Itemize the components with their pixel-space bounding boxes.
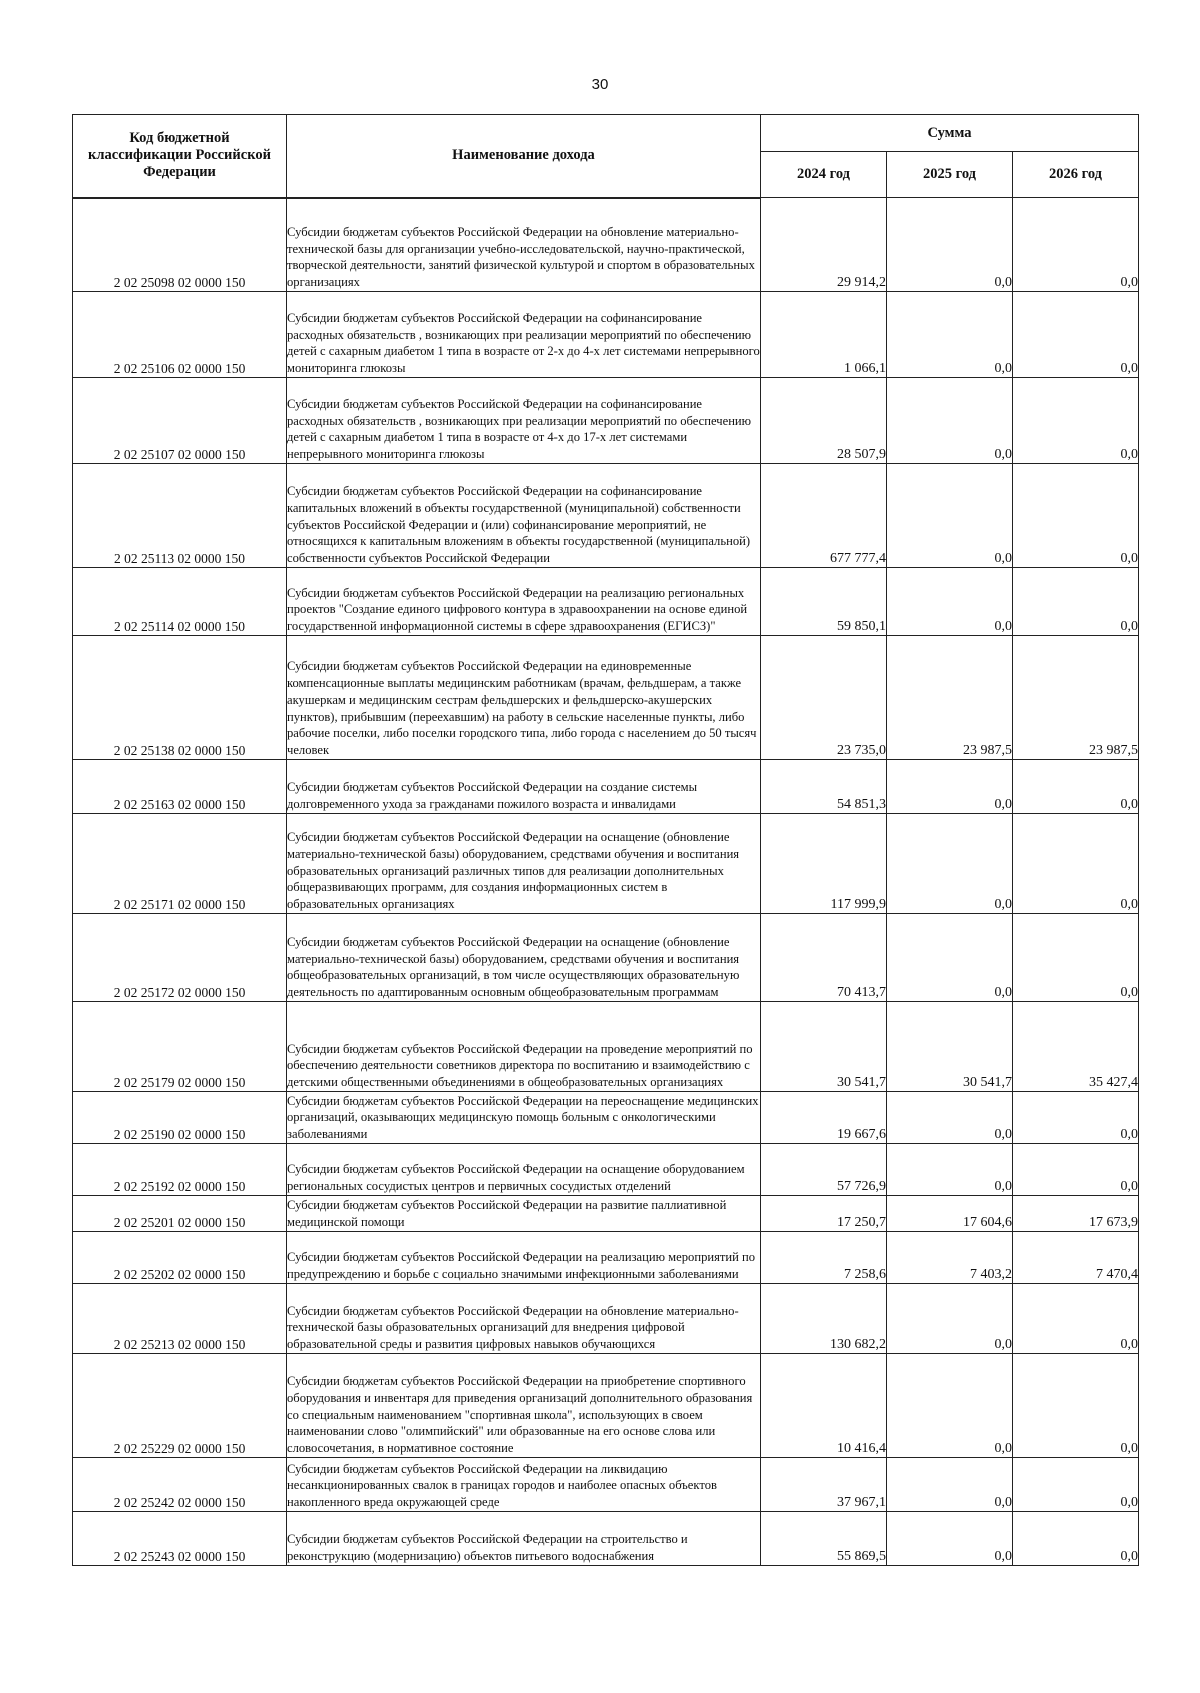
row-2025: 7 403,2 [887,1232,1013,1284]
row-2026: 0,0 [1013,1092,1139,1144]
table-row [73,1196,1139,1232]
row-2026: 0,0 [1013,1458,1139,1512]
row-name: Субсидии бюджетам субъектов Российской Федерации на приобретение спортивного оборудования и инвентаря для приведения организаций дополнительного образования со специальным наименованием "спортивная школа", использующих в своем наименовании слово "олимпийский" или образованные на его основе слова или словосочетания, в нормативное состояние [287,1354,761,1458]
table-body [73,198,1139,1566]
table-row [73,464,1139,568]
row-2024: 1 066,1 [761,292,887,378]
row-2025: 0,0 [887,464,1013,568]
row-2024: 7 258,6 [761,1232,887,1284]
row-2024: 54 851,3 [761,760,887,814]
row-2024: 57 726,9 [761,1144,887,1196]
row-2024: 117 999,9 [761,814,887,914]
table-row [73,1144,1139,1196]
row-2026: 0,0 [1013,292,1139,378]
table-row [73,636,1139,760]
table-row [73,814,1139,914]
row-2025: 30 541,7 [887,1002,1013,1092]
row-code: 2 02 25172 02 0000 150 [73,914,287,1002]
row-2024: 10 416,4 [761,1354,887,1458]
row-name: Субсидии бюджетам субъектов Российской Федерации на строительство и реконструкцию (модернизацию) объектов питьевого водоснабжения [287,1512,761,1566]
row-2024: 59 850,1 [761,568,887,636]
row-2025: 0,0 [887,198,1013,292]
row-name: Субсидии бюджетам субъектов Российской Федерации на реализацию региональных проектов "Создание единого цифрового контура в здравоохранении на основе единой государственной информационной системы в сфере здравоохранения (ЕГИСЗ)" [287,568,761,636]
row-name: Субсидии бюджетам субъектов Российской Федерации на единовременные компенсационные выплаты медицинским работникам (врачам, фельдшерам, а также акушеркам и медицинским сестрам фельдшерских и фельдшерско-акушерских пунктов), прибывшим (переехавшим) на работу в сельские населенные пункты, либо рабочие поселки, либо поселки городского типа, либо города с населением до 50 тысяч человек [287,636,761,760]
header-code: Код бюджетной классификации Российской Федерации [73,115,287,198]
row-2026: 0,0 [1013,760,1139,814]
table-row [73,292,1139,378]
row-2026: 17 673,9 [1013,1196,1139,1232]
row-2025: 0,0 [887,914,1013,1002]
row-name: Субсидии бюджетам субъектов Российской Федерации на обновление материально-технической базы для организации учебно-исследовательской, научно-практической, творческой деятельности, занятий физической культурой и спортом в образовательных организациях [287,198,761,292]
row-2025: 0,0 [887,814,1013,914]
table-row [73,1232,1139,1284]
row-code: 2 02 25107 02 0000 150 [73,378,287,464]
row-2024: 30 541,7 [761,1002,887,1092]
table-row [73,568,1139,636]
row-2024: 55 869,5 [761,1512,887,1566]
row-name: Субсидии бюджетам субъектов Российской Федерации на оснащение (обновление материально-технической базы) оборудованием, средствами обучения и воспитания общеобразовательных организаций, в том числе осуществляющих образовательную деятельность по адаптированным основным общеобразовательным программам [287,914,761,1002]
row-2026: 23 987,5 [1013,636,1139,760]
row-name: Субсидии бюджетам субъектов Российской Федерации на софинансирование капитальных вложений в объекты государственной (муниципальной) собственности субъектов Российской Федерации и (или) софинансирование мероприятий, не относящихся к капитальным вложениям в объекты государственной (муниципальной) собственности субъектов Российской Федерации [287,464,761,568]
header-2024: 2024 год [761,152,887,198]
row-code: 2 02 25114 02 0000 150 [73,568,287,636]
table-row [73,1002,1139,1092]
table-header [73,115,1139,198]
row-2024: 29 914,2 [761,198,887,292]
row-name: Субсидии бюджетам субъектов Российской Федерации на проведение мероприятий по обеспечению деятельности советников директора по воспитанию и взаимодействию с детскими общественными объединениями в общеобразовательных организациях [287,1002,761,1092]
row-2025: 0,0 [887,1284,1013,1354]
table-row [73,1512,1139,1566]
row-2024: 23 735,0 [761,636,887,760]
header-2025: 2025 год [887,152,1013,198]
table-row [73,1458,1139,1512]
row-code: 2 02 25229 02 0000 150 [73,1354,287,1458]
table-row [73,1354,1139,1458]
row-2024: 130 682,2 [761,1284,887,1354]
row-2025: 23 987,5 [887,636,1013,760]
page-number: 30 [591,76,609,93]
row-2026: 0,0 [1013,1144,1139,1196]
row-2025: 0,0 [887,292,1013,378]
row-2024: 28 507,9 [761,378,887,464]
row-code: 2 02 25113 02 0000 150 [73,464,287,568]
row-2024: 19 667,6 [761,1092,887,1144]
row-2025: 0,0 [887,1512,1013,1566]
header-name: Наименование дохода [287,115,761,198]
row-2026: 0,0 [1013,568,1139,636]
revenue-table [72,114,1139,1566]
row-name: Субсидии бюджетам субъектов Российской Федерации на софинансирование расходных обязательств , возникающих при реализации мероприятий по обеспечению детей с сахарным диабетом 1 типа в возрасте от 2-х до 4-х лет системами непрерывного мониторинга глюкозы [287,292,761,378]
row-2024: 17 250,7 [761,1196,887,1232]
row-name: Субсидии бюджетам субъектов Российской Федерации на обновление материально-технической базы образовательных организаций для внедрения цифровой образовательной среды и развития цифровых навыков обучающихся [287,1284,761,1354]
row-2026: 7 470,4 [1013,1232,1139,1284]
row-2026: 0,0 [1013,1512,1139,1566]
row-code: 2 02 25179 02 0000 150 [73,1002,287,1092]
row-code: 2 02 25243 02 0000 150 [73,1512,287,1566]
row-code: 2 02 25242 02 0000 150 [73,1458,287,1512]
row-name: Субсидии бюджетам субъектов Российской Федерации на ликвидацию несанкционированных свалок в границах городов и наиболее опасных объектов накопленного вреда окружающей среде [287,1458,761,1512]
row-name: Субсидии бюджетам субъектов Российской Федерации на развитие паллиативной медицинской помощи [287,1196,761,1232]
header-2026: 2026 год [1013,152,1139,198]
row-name: Субсидии бюджетам субъектов Российской Федерации на оснащение (обновление материально-технической базы) оборудованием, средствами обучения и воспитания образовательных организаций различных типов для реализации дополнительных общеразвивающих программ, для создания информационных систем в образовательных организациях [287,814,761,914]
row-2025: 0,0 [887,1354,1013,1458]
row-2025: 0,0 [887,1144,1013,1196]
row-2026: 0,0 [1013,198,1139,292]
row-2024: 37 967,1 [761,1458,887,1512]
row-2026: 0,0 [1013,1354,1139,1458]
row-code: 2 02 25201 02 0000 150 [73,1196,287,1232]
row-2025: 0,0 [887,378,1013,464]
table-row [73,914,1139,1002]
table-row [73,198,1139,292]
row-code: 2 02 25213 02 0000 150 [73,1284,287,1354]
row-2025: 0,0 [887,568,1013,636]
row-2026: 0,0 [1013,914,1139,1002]
header-sum: Сумма [761,115,1139,152]
row-code: 2 02 25138 02 0000 150 [73,636,287,760]
row-name: Субсидии бюджетам субъектов Российской Федерации на переоснащение медицинских организаций, оказывающих медицинскую помощь больным с онкологическими заболеваниями [287,1092,761,1144]
row-2026: 0,0 [1013,1284,1139,1354]
row-2025: 17 604,6 [887,1196,1013,1232]
table-row [73,1284,1139,1354]
row-name: Субсидии бюджетам субъектов Российской Федерации на оснащение оборудованием региональных сосудистых центров и первичных сосудистых отделений [287,1144,761,1196]
row-2026: 0,0 [1013,378,1139,464]
row-code: 2 02 25192 02 0000 150 [73,1144,287,1196]
row-code: 2 02 25190 02 0000 150 [73,1092,287,1144]
row-2024: 677 777,4 [761,464,887,568]
row-2025: 0,0 [887,1092,1013,1144]
table-row [73,760,1139,814]
row-code: 2 02 25106 02 0000 150 [73,292,287,378]
row-name: Субсидии бюджетам субъектов Российской Федерации на создание системы долговременного ухода за гражданами пожилого возраста и инвалидами [287,760,761,814]
row-2026: 35 427,4 [1013,1002,1139,1092]
table-row [73,378,1139,464]
row-name: Субсидии бюджетам субъектов Российской Федерации на софинансирование расходных обязательств , возникающих при реализации мероприятий по обеспечению детей с сахарным диабетом 1 типа в возрасте от 4-х до 17-х лет системами непрерывного мониторинга глюкозы [287,378,761,464]
row-2024: 70 413,7 [761,914,887,1002]
row-name: Субсидии бюджетам субъектов Российской Федерации на реализацию мероприятий по предупреждению и борьбе с социально значимыми инфекционными заболеваниями [287,1232,761,1284]
row-code: 2 02 25163 02 0000 150 [73,760,287,814]
row-2026: 0,0 [1013,814,1139,914]
row-2025: 0,0 [887,1458,1013,1512]
row-2025: 0,0 [887,760,1013,814]
row-code: 2 02 25098 02 0000 150 [73,198,287,292]
row-code: 2 02 25202 02 0000 150 [73,1232,287,1284]
row-code: 2 02 25171 02 0000 150 [73,814,287,914]
row-2026: 0,0 [1013,464,1139,568]
table-row [73,1092,1139,1144]
